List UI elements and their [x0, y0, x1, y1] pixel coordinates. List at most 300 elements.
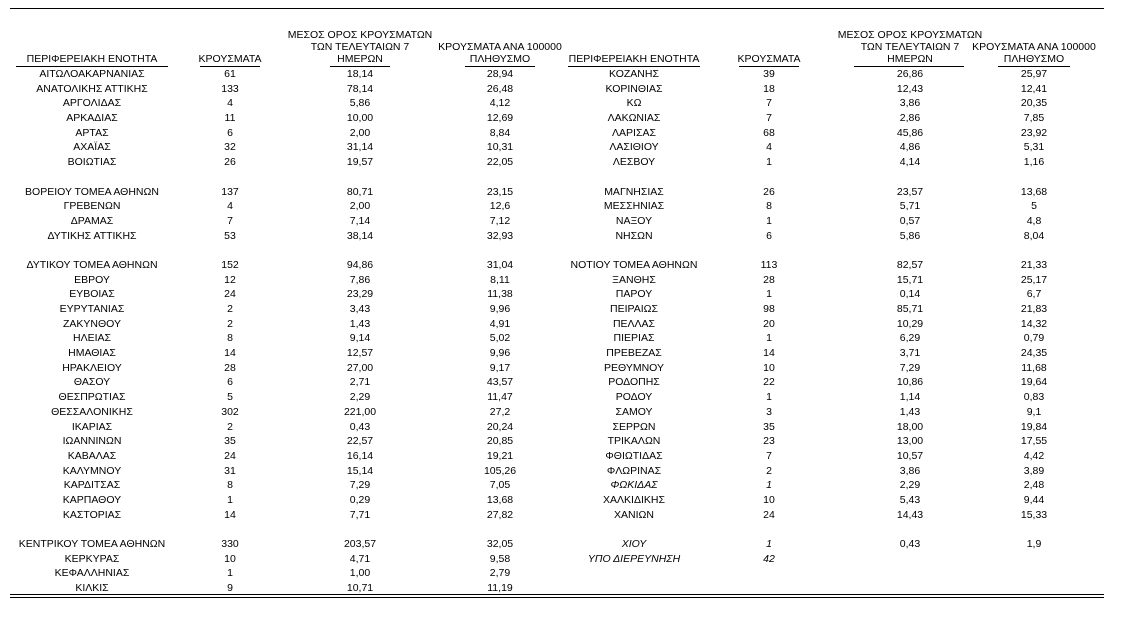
cell-per: 7,85 [1023, 112, 1045, 125]
cell-avg: 18,00 [896, 420, 924, 433]
header-per [964, 41, 1104, 65]
header-region-text: ΠΕΡΙΦΕΡΕΙΑΚΗ ΕΝΟΤΗΤΑ [26, 53, 158, 65]
cell-per: 10,31 [486, 141, 514, 154]
cell-cases: 3 [766, 405, 772, 418]
cell-cases: 9 [227, 582, 233, 595]
cell-avg: 5,86 [899, 229, 921, 242]
cell-cases: 10 [763, 361, 775, 374]
cell-avg: 2,00 [349, 200, 371, 213]
cell-per: 25,17 [1020, 273, 1048, 286]
cell-avg: 10,29 [896, 317, 924, 330]
cell-region: ΙΚΑΡΙΑΣ [71, 420, 113, 433]
cell-region: ΛΑΡΙΣΑΣ [612, 126, 656, 139]
cell-avg: 82,57 [896, 258, 924, 271]
cell-per: 27,82 [486, 508, 514, 521]
header-avg-line3: ΗΜΕΡΩΝ [337, 53, 383, 65]
cell-region: ΚΑΛΥΜΝΟΥ [62, 464, 122, 477]
cell-avg: 1,14 [899, 391, 921, 404]
table-row [12, 331, 572, 346]
header-cases [729, 53, 809, 65]
cell-avg: 5,71 [899, 200, 921, 213]
table-row [12, 508, 572, 523]
table-row [564, 508, 1104, 523]
cell-avg: 22,57 [346, 435, 374, 448]
table-row [564, 420, 1104, 435]
table-row [12, 390, 572, 405]
cell-avg: 27,00 [346, 361, 374, 374]
cell-region: ΒΟΡΕΙΟΥ ΤΟΜΕΑ ΑΘΗΝΩΝ [25, 185, 159, 198]
cell-cases: 1 [766, 288, 772, 301]
table-row [564, 317, 1104, 332]
cell-avg: 5,43 [899, 493, 921, 506]
cell-avg: 10,57 [896, 449, 924, 462]
cell-avg: 1,43 [349, 317, 371, 330]
cell-region: ΗΛΕΙΑΣ [72, 332, 111, 345]
cell-region: ΑΡΚΑΔΙΑΣ [66, 112, 118, 125]
table-row [564, 449, 1104, 464]
cell-cases: 12 [224, 273, 236, 286]
table-row [564, 185, 1104, 200]
table-row [12, 96, 572, 111]
table-row [12, 199, 572, 214]
cell-cases: 2 [766, 464, 772, 477]
cell-per: 7,05 [489, 479, 511, 492]
cell-per: 24,35 [1020, 347, 1048, 360]
cell-per: 6,7 [1026, 288, 1042, 301]
cell-region: ΥΠΟ ΔΙΕΡΕΥΝΗΣΗ [587, 552, 681, 565]
cell-per: 7,12 [489, 214, 511, 227]
cell-per: 11,68 [1021, 361, 1047, 374]
cell-region: ΧΑΝΙΩΝ [614, 508, 654, 521]
cell-region: ΣΕΡΡΩΝ [612, 420, 656, 433]
cell-per: 19,64 [1020, 376, 1048, 389]
header-per [430, 41, 570, 65]
table-row [12, 126, 572, 141]
table-row [12, 214, 572, 229]
table-row [12, 375, 572, 390]
cell-region: ΤΡΙΚΑΛΩΝ [607, 435, 661, 448]
left-table-body [12, 67, 572, 596]
header-avg-line2: ΤΩΝ ΤΕΛΕΥΤΑΙΩΝ 7 [310, 41, 410, 53]
table-row [12, 434, 572, 449]
header-avg-line1: ΜΕΣΟΣ ΟΡΟΣ ΚΡΟΥΣΜΑΤΩΝ [287, 29, 433, 41]
table-row [564, 302, 1104, 317]
cell-region: ΠΕΙΡΑΙΩΣ [610, 303, 658, 315]
header-cases [190, 53, 270, 65]
cell-avg: 3,86 [899, 97, 921, 110]
cell-cases: 2 [227, 420, 233, 433]
cell-cases: 14 [224, 508, 236, 521]
cell-per: 8,11 [490, 273, 510, 286]
cell-per: 4,42 [1023, 449, 1045, 462]
table-row [564, 287, 1104, 302]
cell-per: 3,89 [1023, 464, 1045, 477]
cell-avg: 2,29 [899, 479, 921, 492]
cell-cases: 53 [224, 229, 236, 242]
cell-per: 21,33 [1020, 258, 1048, 271]
cell-cases: 26 [224, 156, 236, 169]
table-row [564, 493, 1104, 508]
cell-cases: 1 [766, 214, 772, 227]
cell-region: ΞΑΝΘΗΣ [612, 273, 656, 286]
cell-cases: 42 [763, 552, 775, 565]
cell-region: ΒΟΙΩΤΙΑΣ [67, 156, 117, 169]
table-row [12, 420, 572, 435]
header-per-line2: ΠΛΗΘΥΣΜΟ [1003, 53, 1065, 65]
cell-region: ΛΕΣΒΟΥ [612, 156, 656, 169]
cell-avg: 0,14 [899, 288, 921, 301]
cell-cases: 18 [763, 82, 775, 95]
cell-region: ΚΑΒΑΛΑΣ [67, 449, 117, 462]
cell-avg: 45,86 [896, 126, 924, 139]
cell-per: 23,92 [1020, 126, 1048, 139]
table-row [564, 140, 1104, 155]
cell-avg: 0,43 [349, 420, 371, 433]
cell-per: 9,96 [489, 303, 511, 315]
table-row [564, 82, 1104, 97]
table-row [12, 449, 572, 464]
left-table [12, 24, 572, 596]
cell-avg: 38,14 [346, 229, 374, 242]
cell-cases: 6 [227, 126, 233, 139]
table-row [12, 566, 572, 581]
table-row [12, 346, 572, 361]
cell-region: ΖΑΚΥΝΘΟΥ [62, 317, 121, 330]
cell-cases: 14 [763, 347, 775, 360]
cell-cases: 1 [766, 479, 772, 492]
cell-region: ΚΟΡΙΝΘΙΑΣ [605, 82, 663, 95]
table-row [564, 537, 1104, 552]
cell-per: 21,83 [1020, 303, 1048, 315]
cell-avg: 15,14 [346, 464, 374, 477]
table-row [12, 464, 572, 479]
cell-cases: 24 [224, 449, 236, 462]
cell-per: 23,15 [486, 185, 514, 198]
table-row [564, 155, 1104, 170]
cell-cases: 61 [224, 68, 236, 80]
cell-avg: 7,29 [899, 361, 921, 374]
table-row [564, 346, 1104, 361]
table-row [564, 67, 1104, 82]
cell-region: ΡΕΘΥΜΝΟΥ [603, 361, 664, 374]
cell-region: ΜΑΓΝΗΣΙΑΣ [604, 185, 664, 198]
cell-cases: 24 [224, 288, 236, 301]
cell-region: ΔΡΑΜΑΣ [70, 214, 114, 227]
cell-region: ΡΟΔΟΥ [615, 391, 653, 404]
table-row [564, 375, 1104, 390]
left-table-header [12, 24, 572, 67]
cell-region: ΠΕΛΛΑΣ [612, 317, 656, 330]
table-row [564, 229, 1104, 244]
cell-region: ΚΕΦΑΛΛΗΝΙΑΣ [54, 567, 130, 580]
cell-cases: 302 [221, 405, 239, 418]
header-region-text: ΠΕΡΙΦΕΡΕΙΑΚΗ ΕΝΟΤΗΤΑ [568, 53, 700, 65]
table-row [12, 229, 572, 244]
cell-cases: 7 [766, 449, 772, 462]
cell-avg: 26,86 [896, 68, 924, 80]
table-row [12, 493, 572, 508]
cell-cases: 113 [760, 258, 778, 271]
cell-region: ΑΝΑΤΟΛΙΚΗΣ ΑΤΤΙΚΗΣ [36, 82, 148, 95]
cell-per: 8,84 [489, 126, 511, 139]
cell-cases: 32 [224, 141, 236, 154]
cell-region: ΚΕΝΤΡΙΚΟΥ ΤΟΜΕΑ ΑΘΗΝΩΝ [18, 538, 166, 550]
cell-cases: 8 [227, 479, 233, 492]
table-row [12, 317, 572, 332]
cell-region: ΔΥΤΙΚΗΣ ΑΤΤΙΚΗΣ [47, 229, 137, 242]
cell-region: ΡΟΔΟΠΗΣ [608, 376, 660, 389]
header-per-line2: ΠΛΗΘΥΣΜΟ [469, 53, 531, 65]
cell-region: ΦΛΩΡΙΝΑΣ [606, 464, 662, 477]
cell-avg: 7,14 [349, 214, 371, 227]
cell-per: 28,94 [486, 68, 514, 80]
cell-cases: 26 [763, 185, 775, 198]
cell-avg: 5,86 [349, 97, 371, 110]
cell-avg: 6,29 [899, 332, 921, 345]
cell-region: ΝΟΤΙΟΥ ΤΟΜΕΑ ΑΘΗΝΩΝ [570, 258, 698, 271]
cell-avg: 15,71 [896, 273, 924, 286]
cell-cases: 35 [763, 420, 775, 433]
right-table-header [564, 24, 1104, 67]
cell-region: ΚΙΛΚΙΣ [75, 582, 109, 595]
header-avg-line2: ΤΩΝ ΤΕΛΕΥΤΑΙΩΝ 7 [860, 41, 960, 53]
cell-per: 9,44 [1023, 493, 1045, 506]
cell-region: ΚΩ [626, 97, 642, 110]
table-row [12, 361, 572, 376]
table-row [564, 405, 1104, 420]
cell-cases: 10 [224, 552, 236, 565]
cell-avg: 1,43 [899, 405, 921, 418]
cell-cases: 6 [227, 376, 233, 389]
cell-cases: 24 [763, 508, 775, 521]
table-row [564, 214, 1104, 229]
cell-avg: 85,71 [896, 303, 924, 315]
cell-region: ΦΩΚΙΔΑΣ [610, 479, 658, 492]
cell-per: 1,16 [1023, 156, 1045, 169]
cell-per: 0,79 [1023, 332, 1045, 345]
cell-avg: 2,71 [349, 376, 371, 389]
table-row [12, 537, 572, 552]
cell-region: ΘΕΣΠΡΩΤΙΑΣ [58, 391, 126, 404]
top-rule [10, 8, 1104, 9]
cell-cases: 1 [766, 156, 772, 169]
cell-avg: 23,57 [896, 185, 924, 198]
cell-per: 9,58 [489, 552, 511, 565]
cell-cases: 7 [227, 214, 233, 227]
cell-region: ΓΡΕΒΕΝΩΝ [63, 200, 121, 213]
table-row [564, 361, 1104, 376]
cell-avg: 0,57 [899, 214, 921, 227]
table-row [12, 287, 572, 302]
cell-cases: 133 [221, 82, 239, 95]
cell-per: 12,69 [486, 112, 514, 125]
cell-avg: 14,43 [896, 508, 924, 521]
spacer-row [564, 243, 1104, 258]
cell-per: 11,19 [487, 582, 513, 595]
table-row [12, 273, 572, 288]
cell-cases: 28 [763, 273, 775, 286]
cell-avg: 0,29 [349, 493, 371, 506]
cell-region: ΙΩΑΝΝΙΝΩΝ [62, 435, 122, 448]
table-row [564, 464, 1104, 479]
cell-per: 5 [1031, 200, 1037, 213]
cell-avg: 16,14 [346, 449, 374, 462]
cell-avg: 19,57 [346, 156, 374, 169]
table-row [564, 390, 1104, 405]
cell-cases: 6 [766, 229, 772, 242]
cell-cases: 35 [224, 435, 236, 448]
cell-avg: 10,86 [896, 376, 924, 389]
table-row [12, 258, 572, 273]
cell-cases: 10 [763, 493, 775, 506]
cell-cases: 68 [763, 126, 775, 139]
bottom-rule-double [10, 597, 1104, 598]
cell-cases: 39 [763, 68, 775, 80]
cell-region: ΠΑΡΟΥ [615, 288, 653, 301]
cell-cases: 152 [221, 258, 239, 271]
cell-per: 27,2 [489, 405, 511, 418]
cell-per: 22,05 [486, 156, 514, 169]
cell-cases: 20 [763, 317, 775, 330]
cell-avg: 7,29 [349, 479, 371, 492]
cell-avg: 3,43 [349, 303, 371, 315]
bottom-rule [10, 594, 1104, 595]
cell-per: 4,12 [489, 97, 511, 110]
cell-cases: 330 [221, 538, 239, 550]
header-cases-text: ΚΡΟΥΣΜΑΤΑ [198, 53, 262, 65]
cell-avg: 31,14 [346, 141, 374, 154]
cell-cases: 2 [227, 303, 233, 315]
cell-cases: 137 [221, 185, 239, 198]
table-row [564, 96, 1104, 111]
cell-per: 26,48 [486, 82, 514, 95]
spacer-row [564, 522, 1104, 537]
cell-region: ΑΧΑΪΑΣ [73, 141, 111, 154]
cell-region: ΚΑΡΔΙΤΣΑΣ [63, 479, 121, 492]
cell-cases: 11 [224, 112, 236, 125]
header-avg-line1: ΜΕΣΟΣ ΟΡΟΣ ΚΡΟΥΣΜΑΤΩΝ [837, 29, 983, 41]
cell-cases: 1 [766, 538, 772, 550]
cell-region: ΑΡΓΟΛΙΔΑΣ [62, 97, 122, 110]
cell-avg: 3,86 [899, 464, 921, 477]
cell-avg: 23,29 [346, 288, 374, 301]
table-row [564, 199, 1104, 214]
header-avg [280, 29, 440, 65]
header-region [12, 53, 172, 65]
cell-per: 31,04 [486, 258, 514, 271]
cell-cases: 7 [766, 97, 772, 110]
cell-per: 20,85 [486, 435, 514, 448]
cell-per: 1,9 [1026, 538, 1042, 550]
cell-region: ΕΒΡΟΥ [74, 273, 110, 286]
cell-cases: 7 [766, 112, 772, 125]
cell-avg: 3,71 [899, 347, 921, 360]
cell-per: 19,21 [486, 449, 514, 462]
cell-avg: 2,86 [899, 112, 921, 125]
cell-per: 12,41 [1020, 82, 1048, 95]
header-per-line1: ΚΡΟΥΣΜΑΤΑ ΑΝΑ 100000 [438, 41, 562, 53]
cell-avg: 12,43 [896, 82, 924, 95]
table-row [12, 140, 572, 155]
cell-region: ΠΙΕΡΙΑΣ [613, 332, 655, 345]
cell-avg: 78,14 [346, 82, 374, 95]
table-row [12, 405, 572, 420]
table-row [564, 111, 1104, 126]
spacer-row [564, 170, 1104, 185]
cell-cases: 4 [766, 141, 772, 154]
cell-avg: 4,71 [349, 552, 371, 565]
header-region [564, 53, 704, 65]
cell-per: 9,17 [489, 361, 511, 374]
cell-avg: 94,86 [346, 258, 374, 271]
cell-avg: 4,14 [899, 156, 921, 169]
cell-cases: 22 [763, 376, 775, 389]
cell-region: ΚΟΖΑΝΗΣ [609, 68, 659, 80]
cell-region: ΑΙΤΩΛΟΑΚΑΡΝΑΝΙΑΣ [39, 68, 145, 80]
cell-region: ΔΥΤΙΚΟΥ ΤΟΜΕΑ ΑΘΗΝΩΝ [26, 258, 158, 271]
cell-cases: 8 [227, 332, 233, 345]
cell-per: 105,26 [483, 464, 517, 477]
cell-per: 5,31 [1023, 141, 1045, 154]
cell-region: ΗΡΑΚΛΕΙΟΥ [62, 361, 122, 374]
cell-per: 43,57 [486, 376, 514, 389]
table-row [564, 434, 1104, 449]
cell-per: 11,38 [487, 288, 513, 301]
cell-cases: 4 [227, 200, 233, 213]
cell-per: 32,93 [486, 229, 514, 242]
cell-per: 13,68 [1020, 185, 1048, 198]
table-row [12, 155, 572, 170]
header-cases-text: ΚΡΟΥΣΜΑΤΑ [737, 53, 801, 65]
cell-per: 5,02 [489, 332, 511, 345]
table-row [12, 82, 572, 97]
cell-avg: 12,57 [346, 347, 374, 360]
cell-per: 8,04 [1023, 229, 1045, 242]
cell-cases: 4 [227, 97, 233, 110]
cell-region: ΗΜΑΘΙΑΣ [68, 347, 116, 360]
table-row [12, 302, 572, 317]
cell-cases: 23 [763, 435, 775, 448]
table-row [564, 126, 1104, 141]
table-row [12, 67, 572, 82]
table-row [564, 478, 1104, 493]
cell-cases: 8 [766, 200, 772, 213]
table-row [12, 478, 572, 493]
cell-per: 25,97 [1020, 68, 1048, 80]
cell-avg: 18,14 [346, 68, 374, 80]
cell-region: ΚΕΡΚΥΡΑΣ [64, 552, 120, 565]
cell-per: 13,68 [486, 493, 514, 506]
cell-avg: 0,43 [899, 538, 921, 550]
cell-region: ΛΑΚΩΝΙΑΣ [607, 112, 661, 125]
cell-per: 20,35 [1020, 97, 1048, 110]
cell-avg: 1,00 [349, 567, 371, 580]
cell-region: ΦΘΙΩΤΙΔΑΣ [605, 449, 663, 462]
cell-cases: 98 [763, 303, 775, 315]
cell-per: 32,05 [486, 538, 514, 550]
cell-per: 9,1 [1026, 405, 1042, 418]
spacer-row [12, 243, 572, 258]
cell-region: ΝΗΣΩΝ [615, 229, 653, 242]
cell-per: 0,83 [1023, 391, 1045, 404]
cell-cases: 1 [766, 332, 772, 345]
cell-region: ΕΥΒΟΙΑΣ [69, 288, 115, 301]
cell-avg: 10,71 [346, 582, 374, 595]
cell-region: ΚΑΡΠΑΘΟΥ [62, 493, 122, 506]
spacer-row [12, 170, 572, 185]
table-row [564, 331, 1104, 346]
cell-region: ΚΑΣΤΟΡΙΑΣ [62, 508, 122, 521]
